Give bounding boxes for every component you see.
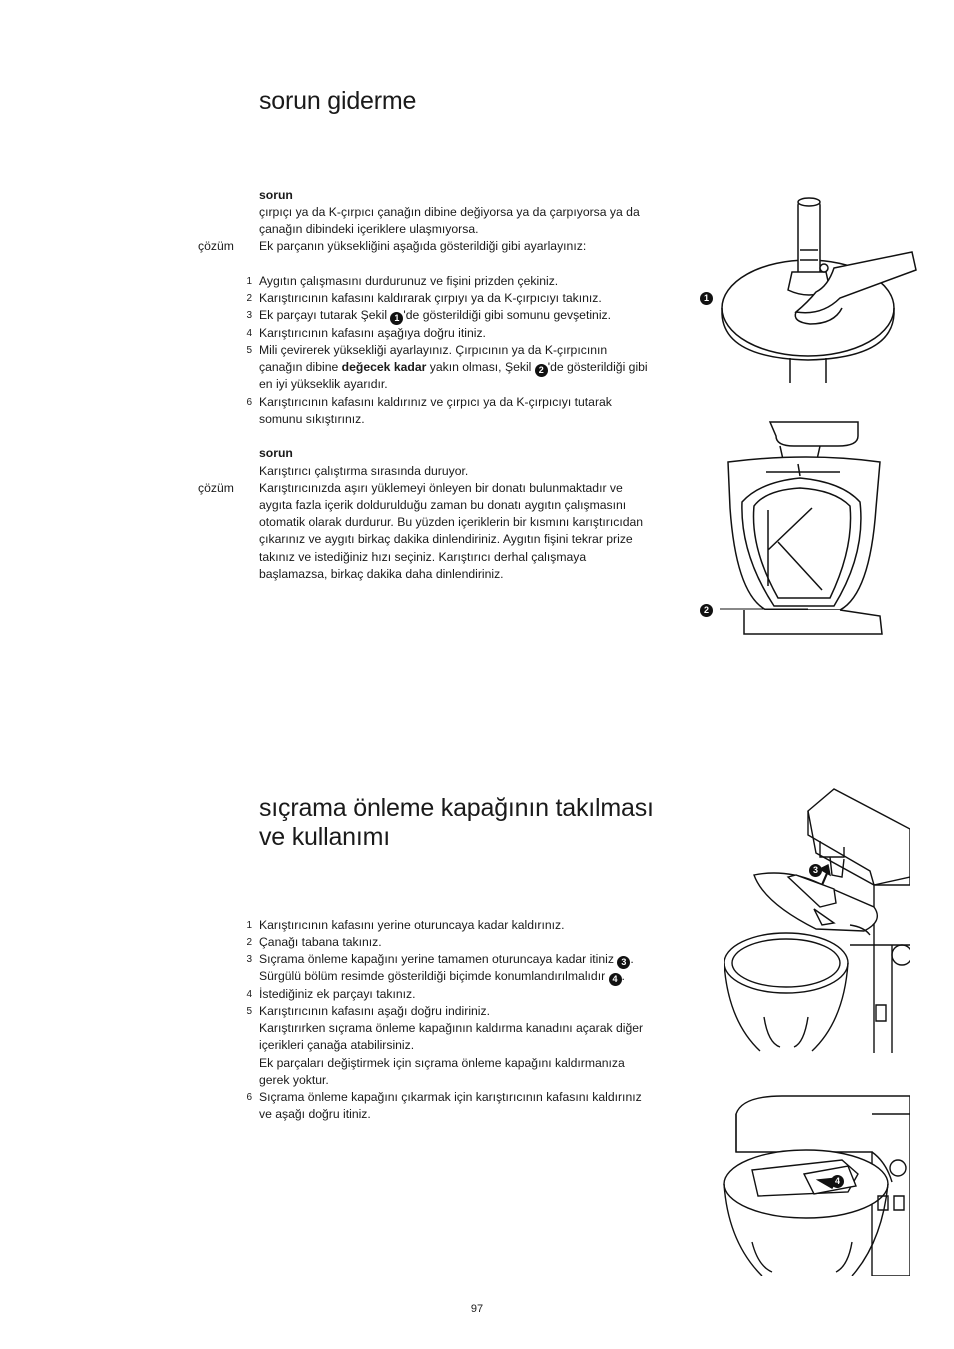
step-number: 6 bbox=[246, 397, 252, 408]
step-text: en iyi yükseklik ayarıdır. bbox=[259, 377, 388, 391]
problem-text: çırpıçı ya da K-çırpıcı çanağın dibine değiyorsa ya da çarpıyorsa ya da bbox=[259, 205, 640, 219]
solution-text: takınız ve istediğiniz hızı seçiniz. Karıştırıcı derhal çalışmaya bbox=[259, 550, 587, 564]
step-text: Karıştırıcının kafasını kaldırınız ve çırpıcı ya da K-çırpıcıyı tutarak bbox=[259, 395, 612, 409]
solution-label: çözüm bbox=[198, 481, 234, 495]
step-number: 4 bbox=[246, 989, 252, 1000]
solution-text: aygıta fazla içerik doldurulduğu zaman bu donatı aygıtın çalışmasını bbox=[259, 498, 627, 512]
figure-callout: 1 bbox=[700, 292, 713, 305]
figure-badge: 2 bbox=[535, 364, 548, 377]
solution-label: çözüm bbox=[198, 239, 234, 253]
step-text: Karıştırıcının kafasını kaldırarak çırpıyı ya da K-çırpıcıyı takınız. bbox=[259, 291, 602, 305]
step-text: gerek yoktur. bbox=[259, 1073, 329, 1087]
step-number: 1 bbox=[246, 276, 252, 287]
step-number: 5 bbox=[246, 345, 252, 356]
step-text: somunu sıkıştırınız. bbox=[259, 412, 365, 426]
step-text: Sürgülü bölüm resimde gösterildiği biçimde konumlandırılmalıdır 4 . bbox=[259, 969, 625, 984]
solution-text: Ek parçanın yüksekliğini aşağıda gösterildiği gibi ayarlayınız: bbox=[259, 239, 587, 253]
step-number: 2 bbox=[246, 293, 252, 304]
figure-spanner-adjustment bbox=[712, 190, 918, 385]
step-text: ve aşağı doğru itiniz. bbox=[259, 1107, 371, 1121]
section-title-splash-guard: sıçrama önleme kapağının takılması bbox=[259, 794, 654, 822]
step-number: 4 bbox=[246, 328, 252, 339]
step-text: Karıştırıcının kafasını aşağıya doğru itiniz. bbox=[259, 326, 486, 340]
figure-badge: 4 bbox=[609, 973, 622, 986]
step-text: Mili çevirerek yüksekliği ayarlayınız. Çırpıcının ya da K-çırpıcının bbox=[259, 343, 608, 357]
solution-text: otomatik olarak durdurur. Bu yüzden içeriklerin bir kısmını karıştırıcıdan bbox=[259, 515, 644, 529]
step-text: Sıçrama önleme kapağını çıkarmak için karıştırıcının kafasını kaldırınız bbox=[259, 1090, 642, 1104]
step-text: çanağın dibine değecek kadar yakın olması, Şekil 2 'de gösterildiği gibi bbox=[259, 360, 648, 375]
figure-kbeater-bowl bbox=[720, 418, 886, 640]
page-number: 97 bbox=[470, 1303, 484, 1315]
step-number: 2 bbox=[246, 937, 252, 948]
step-text: içerikleri çanağa atabilirsiniz. bbox=[259, 1038, 415, 1052]
step-text: Karıştırıcının kafasını yerine oturuncaya kadar kaldırınız. bbox=[259, 918, 565, 932]
figure-callout: 4 bbox=[831, 1175, 844, 1188]
figure-callout: 2 bbox=[700, 604, 713, 617]
step-text: İstediğiniz ek parçayı takınız. bbox=[259, 987, 416, 1001]
figure-badge: 1 bbox=[390, 312, 403, 325]
section-title-troubleshooting: sorun giderme bbox=[259, 87, 417, 115]
step-number: 5 bbox=[246, 1006, 252, 1017]
step-text: Çanağı tabana takınız. bbox=[259, 935, 382, 949]
step-text: Sıçrama önleme kapağını yerine tamamen oturuncaya kadar itiniz 3 . bbox=[259, 952, 634, 967]
section-title-splash-guard-cont: ve kullanımı bbox=[259, 823, 390, 851]
solution-text: başlamazsa, birkaç dakika daha dinlendiriniz. bbox=[259, 567, 504, 581]
step-number: 3 bbox=[246, 310, 252, 321]
step-number: 1 bbox=[246, 920, 252, 931]
problem-text: Karıştırıcı çalıştırma sırasında duruyor. bbox=[259, 464, 469, 478]
step-text: Karıştırırken sıçrama önleme kapağının kaldırma kanadını açarak diğer bbox=[259, 1021, 644, 1035]
step-text: Ek parçayı tutarak Şekil 1 'de gösterildiği gibi somunu gevşetiniz. bbox=[259, 308, 612, 323]
solution-text: çıkarınız ve aygıtı birkaç dakika dinlendiriniz. Aygıtın fişini tekrar prize bbox=[259, 532, 633, 546]
step-text: Karıştırıcının kafasını aşağı doğru indiriniz. bbox=[259, 1004, 490, 1018]
problem-text: çanağın dibindeki içeriklere ulaşmıyorsa. bbox=[259, 222, 479, 236]
figure-splash-guard-fitting bbox=[724, 785, 910, 1053]
figure-badge: 3 bbox=[617, 956, 630, 969]
step-text: Aygıtın çalışmasını durdurunuz ve fişini prizden çekiniz. bbox=[259, 274, 559, 288]
figure-splash-guard-in-use bbox=[722, 1092, 910, 1276]
step-number: 3 bbox=[246, 954, 252, 965]
problem-heading: sorun bbox=[259, 188, 293, 202]
figure-callout: 3 bbox=[809, 864, 822, 877]
step-number: 6 bbox=[246, 1092, 252, 1103]
step-text: Ek parçaları değiştirmek için sıçrama önleme kapağını kaldırmanıza bbox=[259, 1056, 625, 1070]
solution-text: Karıştırıcınızda aşırı yüklemeyi önleyen bir donatı bulunmaktadır ve bbox=[259, 481, 623, 495]
problem-heading: sorun bbox=[259, 446, 293, 460]
